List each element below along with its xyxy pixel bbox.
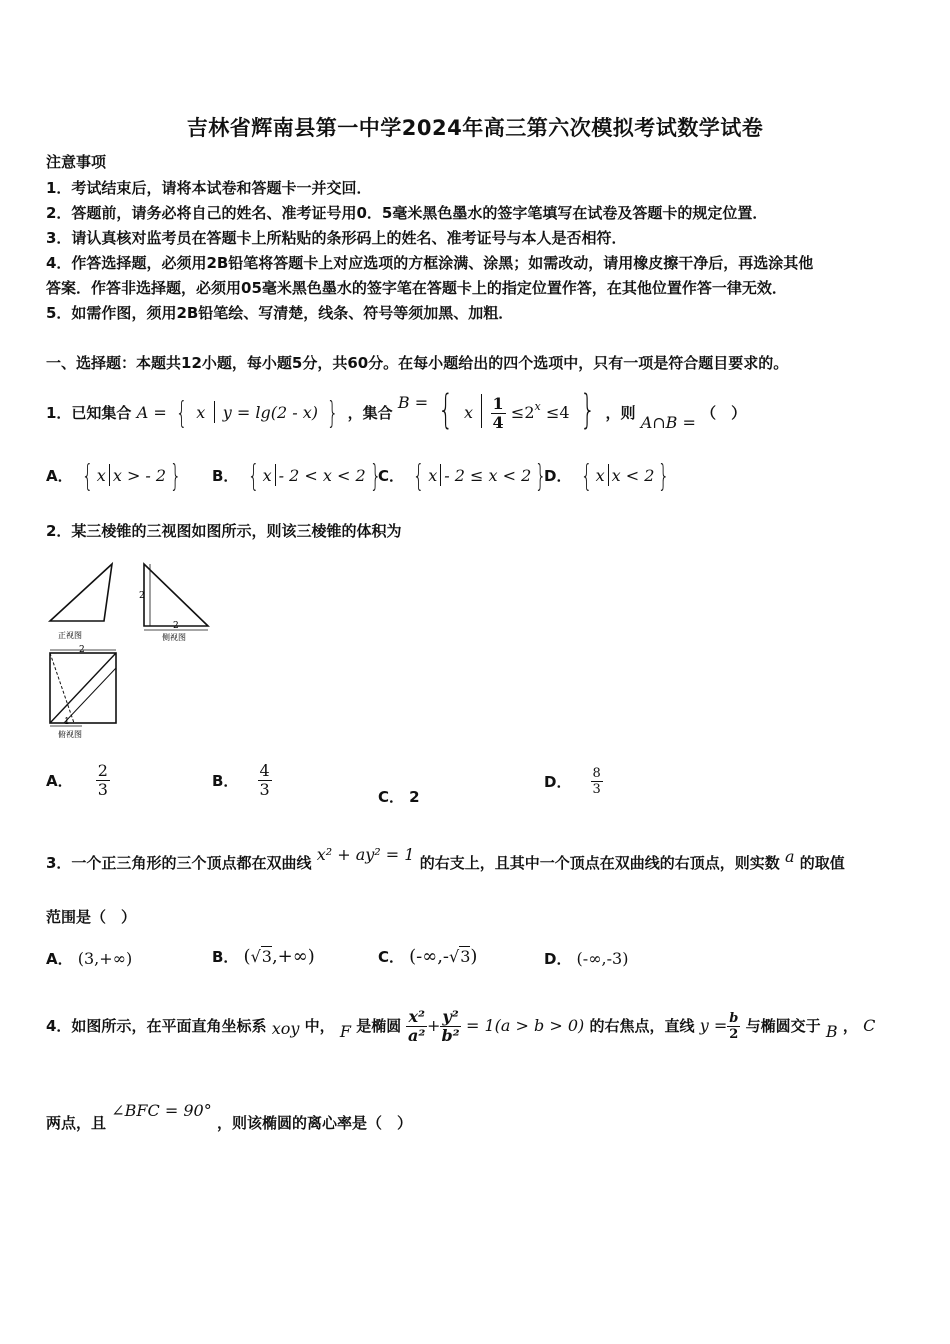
top-hidden-line — [50, 653, 74, 723]
q4-line-fraction: $\frac{b}{2}$ — [729, 1011, 739, 1042]
sqrt-sign: √ — [449, 947, 460, 966]
q4-F: F — [339, 1022, 351, 1041]
brace-open: { — [438, 387, 454, 433]
option-label: D． — [544, 467, 572, 485]
brace-close: } — [658, 459, 670, 494]
q2-stem: 2．某三棱锥的三视图如图所示，则该三棱锥的体积为 — [46, 522, 402, 540]
set-bar — [109, 464, 110, 486]
set-bar — [481, 394, 482, 428]
front-view-caption: 正视图 — [58, 631, 82, 640]
q4-line-y: y = — [699, 1016, 728, 1035]
option-label: C． — [378, 788, 405, 806]
q4-prefix: 4．如图所示，在平面直角坐标系 — [46, 1017, 267, 1035]
three-view-figure — [44, 558, 224, 748]
q3-mid: 的右支上，且其中一个顶点在双曲线的右顶点，则实数 — [419, 854, 780, 872]
notice-heading: 注意事项 — [46, 153, 107, 171]
q1-option-d[interactable] — [544, 459, 674, 494]
q1-ask: A∩B = — [640, 413, 696, 432]
q1-mid: ，集合 — [347, 404, 393, 422]
option-var: x — [428, 466, 438, 485]
q1-stem — [46, 387, 747, 433]
section-1-heading: 一、选择题：本题共12小题，每小题5分，共60分。在每小题给出的四个选项中，只有一项是符合题目要求的。 — [46, 354, 789, 372]
option-label: B． — [212, 948, 239, 966]
option-cond: - 2 < x < 2 — [278, 466, 366, 485]
brace-close: } — [535, 459, 547, 494]
option-value: (3,+∞) — [77, 949, 133, 968]
option-value: (-∞,-3) — [576, 949, 629, 968]
brace-close: } — [327, 396, 339, 431]
q3-option-c[interactable] — [378, 946, 477, 967]
q2-option-d[interactable] — [544, 766, 603, 797]
side-dim-w: 2 — [173, 621, 179, 631]
q4-C: C — [863, 1016, 876, 1035]
q4-mid3: 的右焦点，直线 — [589, 1017, 695, 1035]
option-value-pre: (-∞,- — [409, 946, 450, 967]
q4-line2-pre: 两点，且 — [46, 1114, 107, 1132]
front-view-triangle — [50, 564, 112, 621]
q4-line2-post: ，则该椭圆的离心率是（ ） — [216, 1114, 412, 1132]
q3-option-a[interactable] — [46, 948, 132, 969]
q1-prefix: 1．已知集合 — [46, 404, 132, 422]
brace-open: { — [81, 459, 93, 494]
q1-paren: （ ） — [701, 404, 747, 422]
q4-ellipse-y-term: $\frac{\text{y²}}{\text{b²}}$ — [441, 1007, 460, 1045]
option-label: A． — [46, 467, 73, 485]
q1-then: ，则 — [605, 404, 636, 422]
top-diagonal — [50, 653, 116, 723]
set-bar — [214, 401, 215, 423]
q3-suffix: 的取值 — [799, 854, 845, 872]
option-var: x — [262, 466, 272, 485]
q4-comma: ， — [842, 1017, 858, 1035]
option-label: D． — [544, 950, 572, 968]
set-bar — [440, 464, 441, 486]
option-var: x — [96, 466, 106, 485]
page-title: 吉林省辉南县第一中学2024年高三第六次模拟考试数学试卷 — [186, 116, 764, 140]
q1-option-c[interactable] — [378, 459, 550, 494]
q1-setB-exp: x — [534, 400, 541, 413]
top-dim-b: 1 — [64, 717, 70, 727]
option-label: C． — [378, 948, 405, 966]
q1-setB-cond: ≤2 — [510, 403, 535, 422]
brace-close: } — [579, 387, 596, 433]
q1-setB-tail: ≤4 — [545, 403, 570, 422]
top-dim-w: 2 — [79, 645, 85, 655]
q4-stem: 4．如图所示，在平面直角坐标系 xoy 中， F 是椭圆 $\frac{\text{x²}}{\text{a²}}$ + $\frac{\text{y²}}{\text{b²}}$ = 1(a > b > 0) 的右焦点，直线 y = $\frac{b}{2}$ 与椭圆交于 B ， C — [46, 1007, 876, 1045]
q1-setB-name: B = — [397, 393, 429, 412]
notice-item-2: 2．答题前，请务必将自己的姓名、准考证号用0．5毫米黑色墨水的签字笔填写在试卷及答题卡的规定位置． — [46, 204, 768, 222]
q3-var: a — [784, 847, 795, 866]
q2-option-c[interactable] — [378, 786, 420, 807]
q4-mid1: 中， — [304, 1017, 335, 1035]
side-view-caption: 侧视图 — [162, 633, 186, 642]
brace-close: } — [369, 459, 381, 494]
brace-close: } — [169, 459, 182, 494]
top-inner-line — [64, 668, 116, 723]
q3-prefix: 3．一个正三角形的三个顶点都在双曲线 — [46, 854, 312, 872]
q4-mid4: 与椭圆交于 — [745, 1017, 821, 1035]
option-label: A． — [46, 950, 73, 968]
option-radicand: 3 — [261, 947, 272, 966]
option-fraction: $\frac{2}{3}$ — [97, 761, 108, 799]
q3-option-b[interactable] — [212, 946, 315, 967]
notice-item-4-cont: 答案．作答非选择题，必须用05毫米黑色墨水的签字笔在答题卡上的指定位置作答，在其他位置作答一律无效． — [46, 279, 787, 297]
q3-stem-cont: 范围是（ ） — [46, 908, 137, 926]
brace-open: { — [247, 459, 259, 494]
option-value-post: ) — [470, 946, 478, 967]
q2-option-b[interactable] — [212, 762, 272, 799]
q1-setA-name: A = — [136, 403, 167, 422]
q4-mid2: 是椭圆 — [356, 1017, 402, 1035]
set-bar — [275, 464, 276, 486]
option-var: x — [595, 466, 605, 485]
option-value: 2 — [409, 788, 420, 806]
q1-setA-cond: y = lg(2 - x) — [222, 403, 319, 422]
q4-xoy: xoy — [271, 1019, 300, 1038]
option-label: D． — [544, 773, 572, 791]
option-value-pre: ( — [243, 946, 251, 967]
notice-item-4: 4．作答选择题，必须用2B铅笔将答题卡上对应选项的方框涂满、涂黑；如需改动，请用橡皮擦干净后，再选涂其他 — [46, 254, 814, 272]
q2-option-a[interactable] — [46, 762, 110, 799]
option-label: C． — [378, 467, 405, 485]
option-radicand: 3 — [460, 947, 471, 966]
side-view-triangle — [144, 564, 208, 626]
option-label: B． — [212, 772, 239, 790]
option-cond: x > - 2 — [112, 466, 167, 485]
option-label: B． — [212, 467, 239, 485]
q1-option-b[interactable] — [212, 459, 385, 494]
q4-angle: ∠BFC = 90° — [111, 1101, 212, 1120]
q1-setA-var: x — [196, 403, 206, 422]
side-dim-h: 2 — [139, 591, 145, 601]
q4-B: B — [825, 1022, 838, 1041]
notice-item-1: 1．考试结束后，请将本试卷和答题卡一并交回． — [46, 179, 372, 197]
brace-open: { — [175, 396, 188, 431]
q4-ellipse-tail: = 1(a > b > 0) — [465, 1016, 585, 1035]
sqrt-sign: √ — [250, 947, 261, 966]
brace-open: { — [580, 459, 592, 494]
q4-stem-cont — [46, 1101, 412, 1133]
option-fraction: $\frac{8}{3}$ — [592, 766, 601, 797]
q3-equation: x² + ay² = 1 — [316, 845, 415, 864]
notice-item-3: 3．请认真核对监考员在答题卡上所粘贴的条形码上的姓名、准考证号与本人是否相符． — [46, 229, 627, 247]
q3-option-d[interactable] — [544, 948, 628, 969]
q4-ellipse-x-term: $\frac{\text{x²}}{\text{a²}}$ — [408, 1007, 426, 1045]
option-fraction: $\frac{4}{3}$ — [259, 761, 270, 799]
option-label: A． — [46, 772, 73, 790]
top-view-caption: 俯视图 — [58, 730, 82, 739]
q1-setB-var: x — [464, 403, 474, 422]
option-cond: - 2 ≤ x < 2 — [444, 466, 532, 485]
q1-setB-fraction: $\frac{1}{4}$ — [492, 394, 504, 432]
option-value-post: ,+∞) — [271, 946, 315, 967]
brace-open: { — [412, 459, 425, 494]
notice-item-5: 5．如需作图，须用2B铅笔绘、写清楚，线条、符号等须加黑、加粗． — [46, 304, 514, 322]
set-bar — [608, 464, 609, 486]
q1-option-a[interactable] — [46, 459, 185, 494]
option-cond: x < 2 — [611, 466, 655, 485]
q3-stem — [46, 845, 845, 873]
